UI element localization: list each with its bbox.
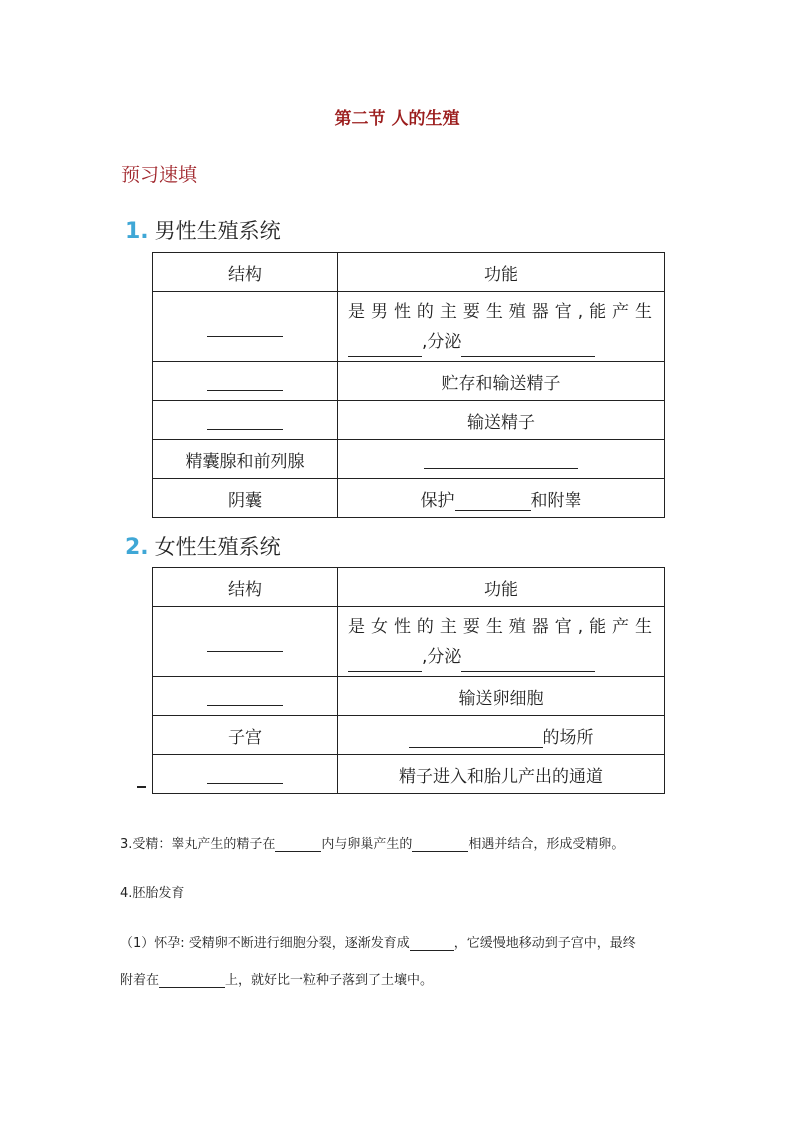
function-line-2: [348, 327, 664, 357]
section-number: 2.: [125, 535, 149, 560]
function-cell: [338, 292, 665, 362]
function-char: 生: [635, 301, 652, 322]
fill-blank[interactable]: [207, 335, 283, 337]
function-char: 主: [439, 301, 457, 322]
text: 3.受精：睾丸产生的精子在: [120, 837, 276, 852]
table-row: [153, 677, 665, 716]
function-cell: 输送卵细胞: [338, 677, 665, 716]
function-char: ,: [577, 301, 584, 322]
function-char: 官: [554, 616, 572, 637]
header-structure: 结构: [153, 568, 338, 607]
blank-cell[interactable]: [153, 292, 338, 362]
text-epididymis: 和附睾: [530, 490, 582, 511]
function-char: 生: [635, 616, 652, 637]
fill-blank[interactable]: [461, 670, 595, 672]
function-char: ,: [577, 616, 584, 637]
text-secrete: ,分泌: [422, 331, 462, 352]
fill-blank[interactable]: [159, 986, 225, 988]
table-row: [153, 479, 665, 518]
function-char: 性: [393, 616, 411, 637]
blank-cell[interactable]: [153, 755, 338, 794]
fill-blank[interactable]: [348, 670, 422, 672]
text-protect: 保护: [420, 490, 455, 511]
fill-blank[interactable]: [207, 782, 283, 784]
table-header-row: [153, 253, 665, 292]
blank-cell[interactable]: [153, 401, 338, 440]
function-char: 是: [348, 616, 365, 637]
function-char: 性: [393, 301, 411, 322]
fill-blank[interactable]: [207, 704, 283, 706]
function-line-1: [348, 297, 664, 327]
function-line-2: [348, 642, 664, 672]
text-secrete: ,分泌: [422, 646, 462, 667]
fill-blank[interactable]: [412, 850, 468, 852]
function-char: 殖: [508, 301, 526, 322]
function-char: 器: [531, 616, 549, 637]
function-char: 产: [612, 301, 630, 322]
male-section-heading: [125, 215, 281, 245]
paragraph-fertilization: [120, 833, 624, 852]
function-cell: [338, 479, 665, 518]
table-row: [153, 607, 665, 677]
blank-cell[interactable]: [153, 677, 338, 716]
header-function: 功能: [338, 253, 665, 292]
structure-cell: 阴囊: [153, 479, 338, 518]
function-char: 主: [439, 616, 457, 637]
blank-cell[interactable]: [153, 607, 338, 677]
function-cell: 贮存和输送精子: [338, 362, 665, 401]
fill-blank[interactable]: [207, 428, 283, 430]
fill-blank[interactable]: [461, 355, 595, 357]
function-char: 产: [612, 616, 630, 637]
header-structure: 结构: [153, 253, 338, 292]
function-char: 的: [416, 616, 434, 637]
female-system-table: [152, 567, 665, 794]
function-char: 生: [485, 616, 503, 637]
function-char: 器: [531, 301, 549, 322]
table-row: [153, 440, 665, 479]
function-char: 是: [348, 301, 365, 322]
structure-cell: 精囊腺和前列腺: [153, 440, 338, 479]
function-char: 男: [370, 301, 388, 322]
fill-blank[interactable]: [348, 355, 422, 357]
margin-mark: [137, 786, 146, 788]
header-function: 功能: [338, 568, 665, 607]
fill-blank[interactable]: [207, 650, 283, 652]
page-title: 第二节 人的生殖: [334, 109, 460, 129]
function-char: 能: [589, 616, 607, 637]
text: 附着在: [120, 973, 160, 988]
function-char: 官: [554, 301, 572, 322]
blank-cell[interactable]: [338, 440, 665, 479]
section-title: 女性生殖系统: [154, 535, 281, 559]
text: 内与卵巢产生的: [321, 837, 413, 852]
function-cell: 精子进入和胎儿产出的通道: [338, 755, 665, 794]
fill-blank[interactable]: [275, 850, 321, 852]
function-char: 要: [462, 616, 480, 637]
table-row: [153, 401, 665, 440]
female-section-heading: [125, 531, 281, 561]
table-row: [153, 292, 665, 362]
text: ，它缓慢地移动到子宫中，最终: [453, 936, 636, 951]
fill-blank[interactable]: [410, 949, 454, 951]
paragraph-pregnancy: [120, 932, 636, 951]
fill-blank[interactable]: [207, 389, 283, 391]
table-row: [153, 716, 665, 755]
table-row: [153, 755, 665, 794]
male-system-table: [152, 252, 665, 518]
table-row: [153, 362, 665, 401]
text: （1）怀孕: 受精卵不断进行细胞分裂，逐渐发育成: [120, 936, 410, 951]
text: 相遇并结合，形成受精卵。: [468, 837, 625, 852]
function-cell: [338, 716, 665, 755]
structure-cell: 子宫: [153, 716, 338, 755]
function-line-1: [348, 612, 664, 642]
function-char: 生: [485, 301, 503, 322]
paragraph-embryo-heading: 4.胚胎发育: [120, 886, 185, 901]
blank-cell[interactable]: [153, 362, 338, 401]
fill-blank[interactable]: [409, 746, 543, 748]
preview-heading: 预习速填: [121, 164, 198, 186]
function-cell: 输送精子: [338, 401, 665, 440]
fill-blank[interactable]: [424, 467, 578, 469]
fill-blank[interactable]: [455, 509, 531, 511]
function-char: 能: [589, 301, 607, 322]
section-title: 男性生殖系统: [154, 219, 281, 243]
text-place: 的场所: [542, 727, 594, 748]
function-char: 殖: [508, 616, 526, 637]
table-header-row: [153, 568, 665, 607]
function-char: 要: [462, 301, 480, 322]
text: 上，就好比一粒种子落到了土壤中。: [225, 973, 434, 988]
function-cell: [338, 607, 665, 677]
function-char: 女: [370, 616, 388, 637]
section-number: 1.: [125, 219, 149, 244]
function-char: 的: [416, 301, 434, 322]
paragraph-implantation: [120, 969, 433, 988]
